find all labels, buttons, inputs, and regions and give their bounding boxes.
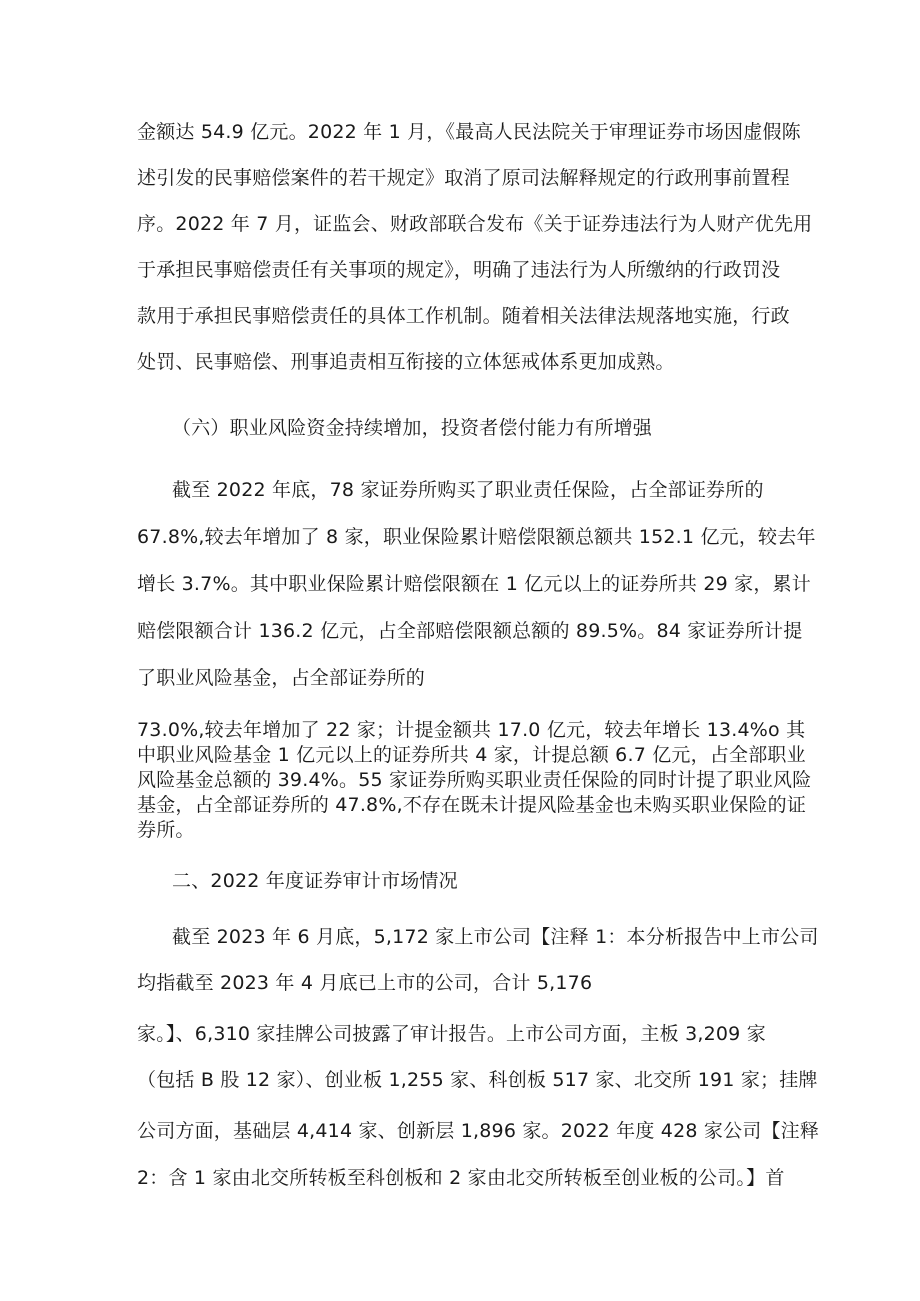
section-heading-2: 二、2022 年度证券审计市场情况 xyxy=(172,870,458,892)
paragraph-line: 金额达 54.9 亿元。2022 年 1 月，《最高人民法院关于审理证券市场因虚假陈 xyxy=(137,121,801,143)
paragraph-line: 增长 3.7%。其中职业保险累计赔偿限额在 1 亿元以上的证券所共 29 家，累计 xyxy=(137,573,811,595)
paragraph-line: 处罚、民事赔偿、刑事追责相互衔接的立体惩戒体系更加成熟。 xyxy=(137,351,675,373)
paragraph-line: 中职业风险基金 1 亿元以上的证券所共 4 家，计提总额 6.7 亿元，占全部职业 xyxy=(137,744,806,766)
paragraph-line: 公司方面，基础层 4,414 家、创新层 1,896 家。2022 年度 428 家公司【注释 xyxy=(137,1120,820,1142)
paragraph-line: 述引发的民事赔偿案件的若干规定》取消了原司法解释规定的行政刑事前置程 xyxy=(137,167,790,189)
paragraph-line: 款用于承担民事赔偿责任的具体工作机制。随着相关法律法规落地实施，行政 xyxy=(137,305,790,327)
section-heading-6: （六）职业风险资金持续增加，投资者偿付能力有所增强 xyxy=(172,417,653,439)
paragraph-line: 基金，占全部证券所的 47.8%,不存在既未计提风险基金也未购买职业保险的证 xyxy=(137,794,807,816)
paragraph-line: 赔偿限额合计 136.2 亿元，占全部赔偿限额总额的 89.5%。84 家证券所计提 xyxy=(137,620,803,642)
paragraph-line: 2：含 1 家由北交所转板至科创板和 2 家由北交所转板至创业板的公司。】首 xyxy=(137,1167,785,1189)
paragraph-line: 家。】、6,310 家挂牌公司披露了审计报告。上市公司方面，主板 3,209 家 xyxy=(137,1023,766,1045)
paragraph-line: （包括 B 股 12 家）、创业板 1,255 家、科创板 517 家、北交所 191 家；挂牌 xyxy=(137,1069,818,1091)
paragraph-line: 风险基金总额的 39.4%。55 家证券所购买职业责任保险的同时计提了职业风险 xyxy=(137,769,812,791)
paragraph-line: 券所。 xyxy=(137,819,195,841)
paragraph-line: 于承担民事赔偿责任有关事项的规定》，明确了违法行为人所缴纳的行政罚没 xyxy=(137,259,781,281)
paragraph-line: 均指截至 2023 年 4 月底已上市的公司，合计 5,176 xyxy=(137,972,593,994)
paragraph-line: 截至 2023 年 6 月底，5,172 家上市公司【注释 1：本分析报告中上市公司 xyxy=(172,926,819,948)
paragraph-line: 序。2022 年 7 月，证监会、财政部联合发布《关于证券违法行为人财产优先用 xyxy=(137,213,813,235)
paragraph-line: 了职业风险基金，占全部证券所的 xyxy=(137,667,426,689)
paragraph-line: 67.8%,较去年增加了 8 家，职业保险累计赔偿限额总额共 152.1 亿元，较去年 xyxy=(137,526,816,548)
paragraph-line: 73.0%,较去年增加了 22 家；计提金额共 17.0 亿元，较去年增长 13.4%o 其 xyxy=(137,719,806,741)
paragraph-line: 截至 2022 年底，78 家证券所购买了职业责任保险，占全部证券所的 xyxy=(172,479,764,501)
